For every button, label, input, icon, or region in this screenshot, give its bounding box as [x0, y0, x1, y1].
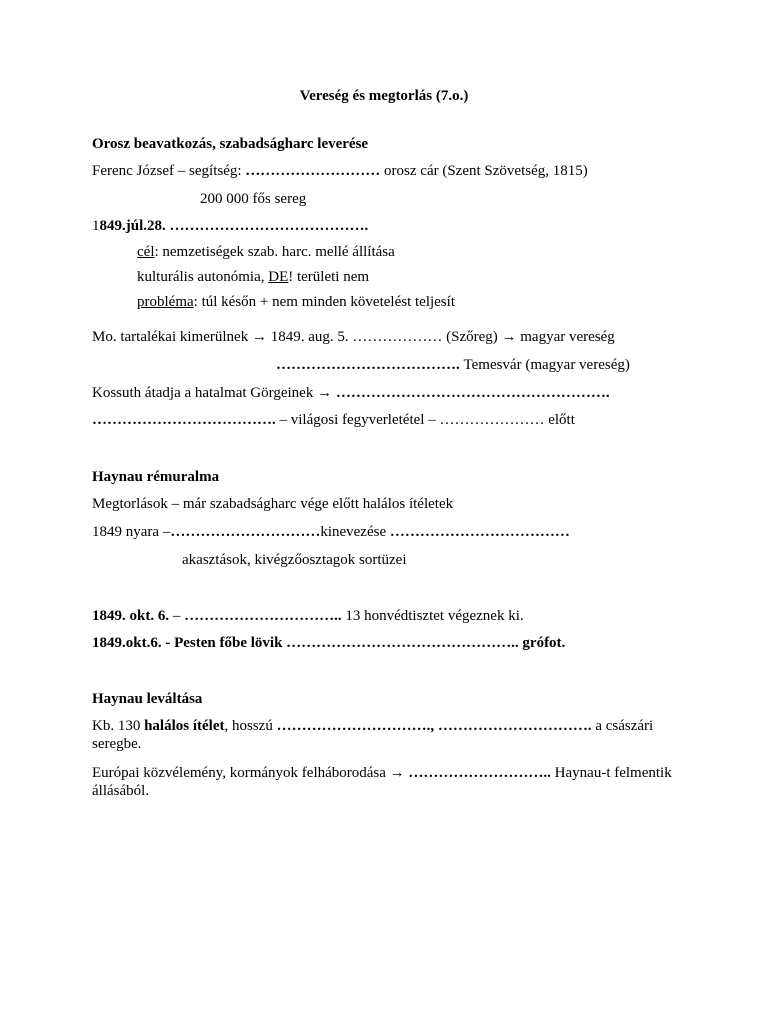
underlined-term: cél — [137, 244, 155, 260]
line-kossuth — [92, 384, 610, 402]
text-run: Kossuth átadja a hatalmat Görgeinek → — [92, 385, 336, 401]
text-run: 13 honvédtisztet végeznek ki. — [345, 608, 524, 624]
blank-dots: ………………………………………………. — [335, 385, 610, 401]
text-run: Európai közvélemény, kormányok felháborodása → — [92, 765, 409, 781]
bold-date: 1849. okt. 6. — [92, 608, 173, 624]
line-sereg: 200 000 fős sereg — [200, 191, 307, 207]
bold-term: halálos ítélet — [144, 718, 225, 734]
line-europai-kozvelemeny — [92, 764, 682, 800]
line-akasztasok: akasztások, kivégzőosztagok sortüzei — [182, 552, 407, 568]
blank-dots: ……………………………… — [389, 524, 570, 540]
blank-dots: ……………………… — [245, 163, 385, 179]
line-halalos-itelet — [92, 717, 682, 753]
line-1849-nyara — [92, 523, 570, 541]
text-run: kulturális autonómia, — [137, 269, 269, 285]
line-tartalekok: Mo. tartalékai kimerülnek → 1849. aug. 5. ……………… (Szőreg) → magyar vereség — [92, 329, 615, 345]
underlined-term: probléma — [137, 294, 194, 310]
line-cel — [137, 243, 395, 261]
text-run: : túl későn + nem minden követelést teljesít — [193, 294, 455, 310]
text-run: orosz cár (Szent Szövetség, 1815) — [384, 163, 588, 179]
text-run: – világosi fegyverletétel – ………………… előtt — [279, 412, 575, 428]
text-run: Haynau-t felmentik állásából. — [92, 765, 672, 799]
line-date-jul28 — [92, 217, 368, 235]
bold-run: 849.júl.28. …………………………………. — [99, 218, 369, 234]
section-heading-haynau-remuralma: Haynau rémuralma — [92, 469, 220, 485]
blank-dots: ………………………………. — [92, 412, 280, 428]
text-run: 1849 nyara – — [92, 524, 171, 540]
blank-dots: …………………………., …………………………. — [276, 718, 596, 734]
text-run: – — [172, 608, 185, 624]
section-heading-haynau-levaltasa: Haynau leváltása — [92, 691, 203, 707]
text-run: : nemzetiségek szab. harc. mellé állítása — [154, 244, 395, 260]
blank-dots: ………………………….. — [184, 608, 346, 624]
blank-dots: ……………………….. — [408, 765, 555, 781]
text-run: Ferenc József – segítség: — [92, 163, 246, 179]
text-run: ! területi nem — [288, 269, 370, 285]
text-run: Temesvár (magyar vereség) — [463, 357, 630, 373]
line-temesvar — [276, 356, 630, 374]
text-run: kinevezése — [320, 524, 390, 540]
line-okt6-arad — [92, 607, 524, 625]
text-run: Kb. 130 — [92, 718, 145, 734]
line-vilagos — [92, 411, 575, 429]
text-run: a császári seregbe. — [92, 718, 654, 752]
blank-dots: ………………………… — [170, 524, 321, 540]
page-title: Vereség és megtorlás (7.o.) — [299, 88, 469, 104]
text-run: 1 — [92, 218, 100, 234]
underlined-term: DE — [268, 269, 289, 285]
line-ferenc-jozsef — [92, 162, 588, 180]
line-kulturalis — [137, 268, 369, 286]
line-megtorlasok: Megtorlások – már szabadságharc vége előtt halálos ítéletek — [92, 496, 454, 512]
line-okt6-pest: 1849.okt.6. - Pesten főbe lövik ……………………………………….. grófot. — [92, 635, 566, 651]
text-run: , hosszú — [224, 718, 277, 734]
line-problema — [137, 293, 455, 311]
section-heading-orosz: Orosz beavatkozás, szabadságharc leverése — [92, 136, 369, 152]
blank-dots: ………………………………. — [276, 357, 464, 373]
